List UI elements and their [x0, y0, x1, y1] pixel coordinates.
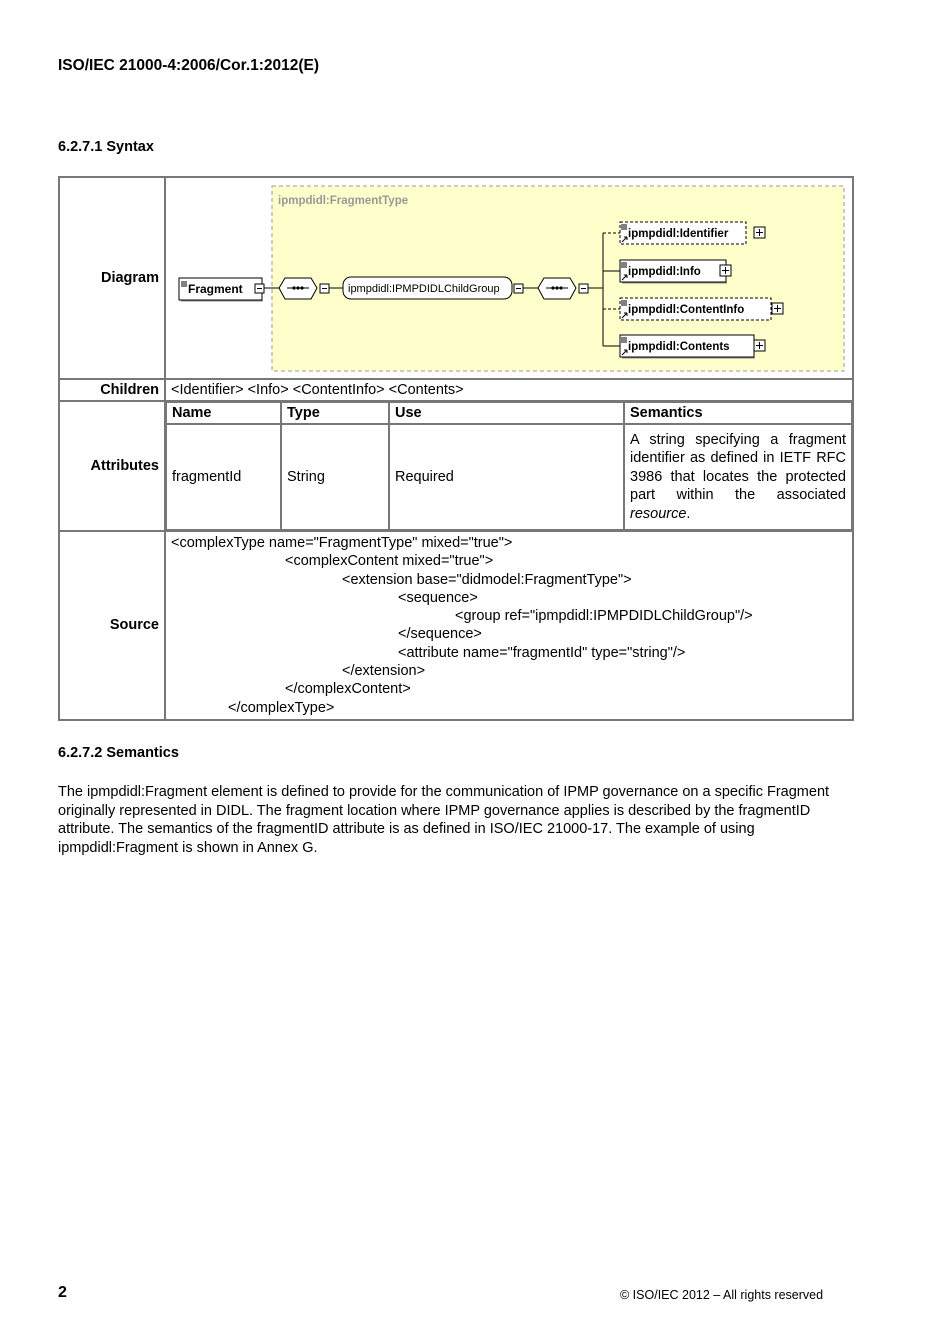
- fragment-type-label: ipmpdidl:FragmentType: [278, 195, 409, 207]
- source-line: <complexContent mixed="true">: [285, 553, 494, 570]
- source-line: </complexContent>: [285, 681, 411, 698]
- diagram-cell: [165, 177, 853, 379]
- fragment-element-label: Fragment: [188, 282, 243, 296]
- attr-use: Required: [389, 424, 624, 530]
- attributes-table: [166, 402, 852, 530]
- copyright-notice: © ISO/IEC 2012 – All rights reserved: [620, 1288, 824, 1302]
- source-line: </extension>: [342, 663, 426, 680]
- attr-name: fragmentId: [166, 424, 281, 530]
- diagram-label: Diagram: [59, 177, 165, 379]
- contentinfo-element-label: ipmpdidl:ContentInfo: [628, 304, 745, 316]
- source-label: Source: [59, 531, 165, 720]
- info-element-label: ipmpdidl:Info: [628, 266, 701, 278]
- attributes-label: Attributes: [59, 401, 165, 531]
- attr-header-name: Name: [166, 402, 281, 424]
- source-code: [165, 531, 853, 720]
- document-header: ISO/IEC 21000-4:2006/Cor.1:2012(E): [58, 57, 320, 74]
- source-line: <attribute name="fragmentId" type="string"/>: [398, 644, 686, 661]
- section-heading-syntax: 6.2.7.1 Syntax: [58, 139, 154, 155]
- identifier-element-label: ipmpdidl:Identifier: [628, 228, 729, 240]
- source-line: <complexType name="FragmentType" mixed="true">: [171, 535, 513, 551]
- source-line: </sequence>: [398, 626, 482, 643]
- attr-semantics: A string specifying a fragment identifier as defined in IETF RFC 3986 that locates the protected part within the associated resource.: [624, 424, 852, 530]
- source-line: <sequence>: [398, 589, 478, 606]
- group-ref-label: ipmpdidl:IPMPDIDLChildGroup: [348, 283, 500, 295]
- source-line: </complexType>: [228, 699, 335, 716]
- children-label: Children: [59, 379, 165, 401]
- attr-header-type: Type: [281, 402, 389, 424]
- children-value: <Identifier> <Info> <ContentInfo> <Contents>: [165, 379, 853, 401]
- contents-element-label: ipmpdidl:Contents: [628, 341, 730, 353]
- syntax-table: [58, 176, 854, 721]
- attr-type: String: [281, 424, 389, 530]
- attr-header-semantics: Semantics: [624, 402, 852, 424]
- section-heading-semantics: 6.2.7.2 Semantics: [58, 745, 179, 761]
- source-line: <extension base="didmodel:FragmentType">: [342, 571, 632, 588]
- page-number: 2: [58, 1284, 67, 1301]
- schema-diagram: [166, 178, 852, 378]
- resource-term: resource: [630, 505, 687, 522]
- source-line: <group ref="ipmpdidl:IPMPDIDLChildGroup"/>: [455, 608, 753, 625]
- semantics-paragraph: The ipmpdidl:Fragment element is defined to provide for the communication of IPMP governance on a specific Fragment originally represented in DIDL. The fragment location where IPMP governance applies is described by the fragmentID attribute. The semantics of the fragmentID attribute is as defined in ISO/IEC 21000-17. The example of using ipmpdidl:Fragment is shown in Annex G.: [58, 784, 830, 856]
- attr-header-use: Use: [389, 402, 624, 424]
